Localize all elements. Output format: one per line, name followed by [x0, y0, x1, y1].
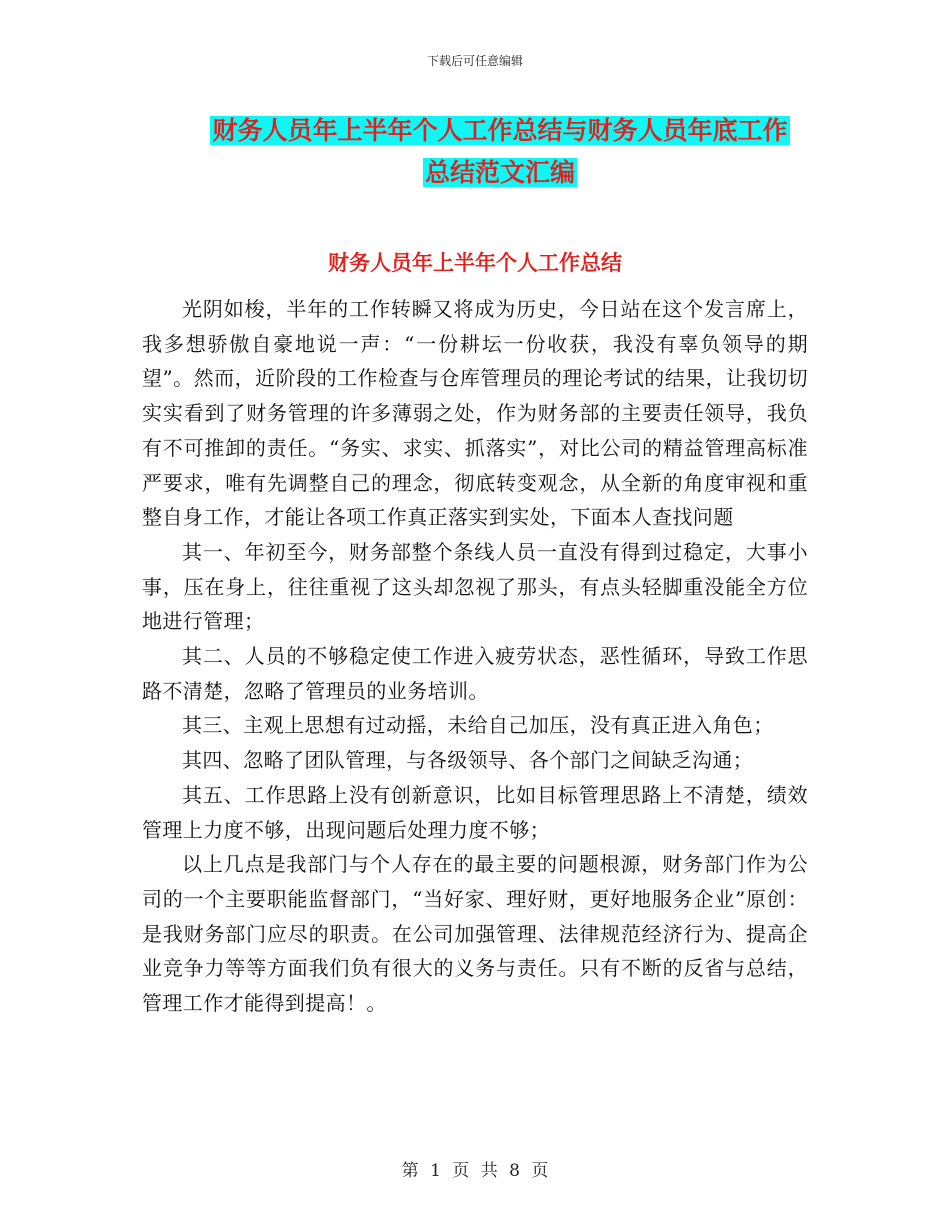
paragraph-item-1: 其一、年初至今，财务部整个条线人员一直没有得到过稳定，大事小事，压在身上，往往重视了这头却忽视了那头，有点头轻脚重没能全方位地进行管理； — [142, 539, 808, 634]
section-heading: 财务人员年上半年个人工作总结 — [328, 251, 622, 275]
paragraph-item-4: 其四、忽略了团队管理，与各级领导、各个部门之间缺乏沟通； — [182, 748, 754, 773]
document-body — [142, 292, 808, 1021]
paragraph-item-2: 其二、人员的不够稳定使工作进入疲劳状态，恶性循环，导致工作思路不清楚，忽略了管理员的业务培训。 — [142, 644, 808, 703]
document-title — [140, 110, 860, 194]
page-number: 第 1 页 共 8 页 — [401, 1161, 549, 1181]
page-header-note: 下载后可任意编辑 — [426, 54, 523, 68]
document-title-line-1: 财务人员年上半年个人工作总结与财务人员年底工作 — [212, 116, 788, 145]
paragraph-item-5: 其五、工作思路上没有创新意识，比如目标管理思路上不清楚，绩效管理上力度不够，出现问题后处理力度不够； — [142, 782, 808, 842]
document-title-line-2: 总结范文汇编 — [424, 158, 575, 187]
paragraph-conclusion: 以上几点是我部门与个人存在的最主要的问题根源，财务部门作为公司的一个主要职能监督部门，“当好家、理好财，更好地服务企业”原创： 是我财务部门应尽的职责。在公司加强管理、法律规范经济行为、提高企业竞争力等等方面我们负有很大的义务与责任。只有不断的反省与总结，管理工作才能得到提高！。 — [142, 852, 808, 1016]
paragraph-item-3: 其三、主观上思想有过动摇，未给自己加压，没有真正进入角色； — [182, 713, 774, 738]
paragraph-intro: 光阴如梭，半年的工作转瞬又将成为历史，今日站在这个发言席上，我多想骄傲自豪地说一声：“一份耕坛一份收获，我没有辜负领导的期望”。然而，近阶段的工作检查与仓库管理员的理论考试的结果，让我切切实实看到了财务管理的许多薄弱之处，作为财务部的主要责任领导，我负有不可推卸的责任。“务实、求实、抓落实”，对比公司的精益管理高标准严要求，唯有先调整自己的理念，彻底转变观念，从全新的角度审视和重整自身工作，才能让各项工作真正落实到实处，下面本人查找问题 — [142, 297, 808, 530]
